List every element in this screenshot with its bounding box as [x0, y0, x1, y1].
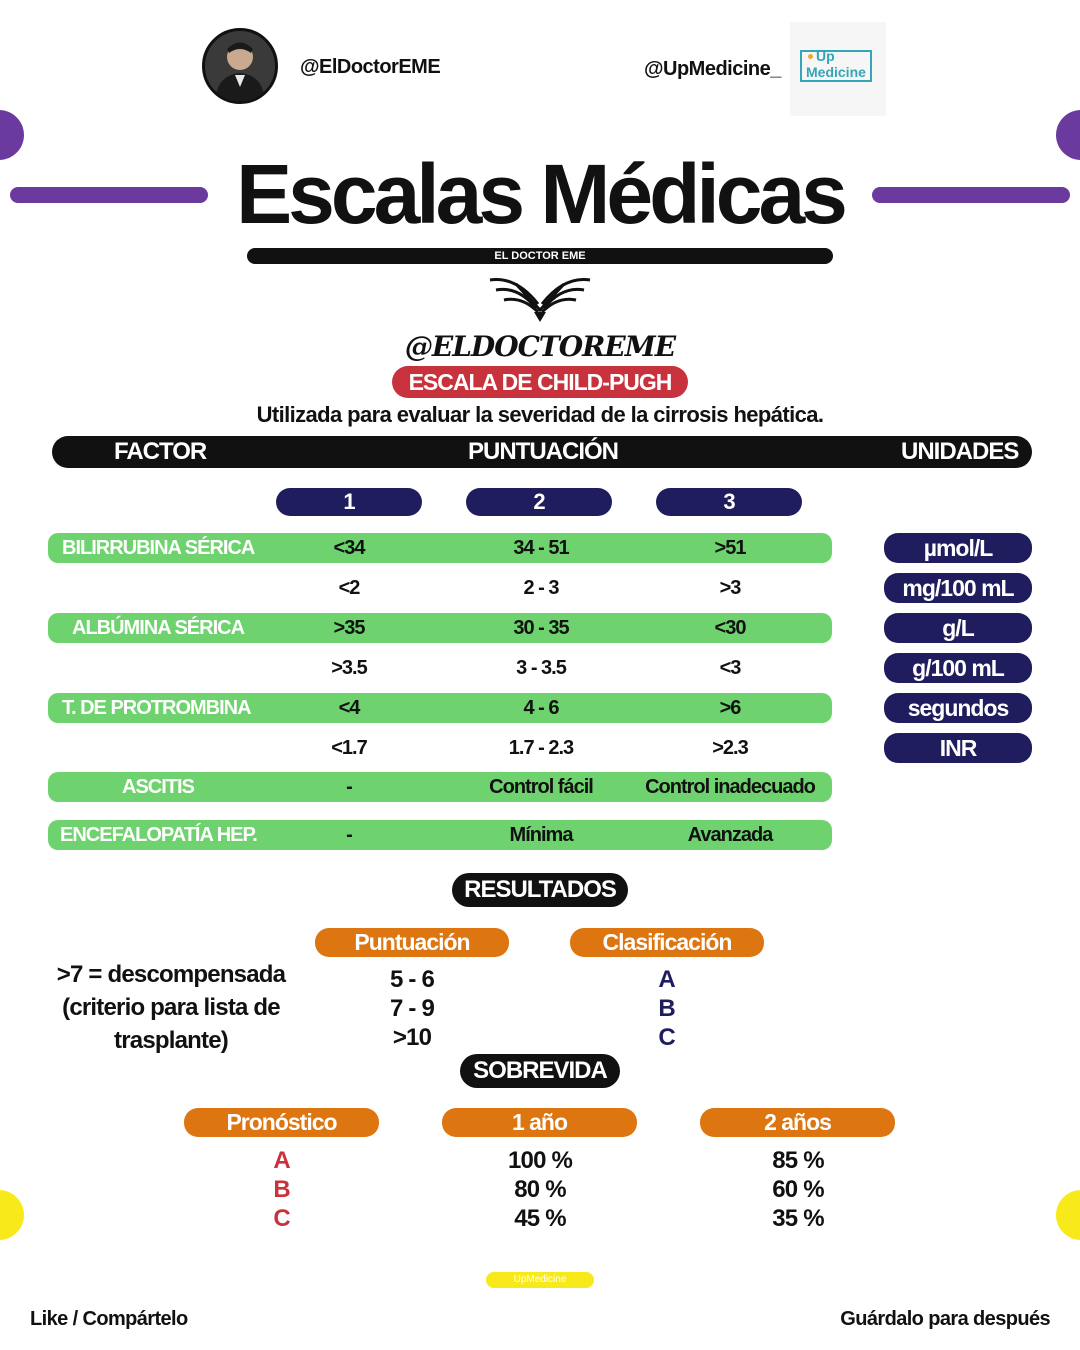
decompensated-note: >7 = descompensada	[56, 961, 286, 988]
table-cell: >2.3	[712, 737, 748, 759]
like-share-text: Like / Compártelo	[30, 1308, 188, 1330]
survival-2y-value: 60 %	[772, 1176, 824, 1203]
score-level-3: 3	[656, 488, 802, 516]
table-cell: 4 - 6	[523, 697, 559, 719]
watermark: UpMedicine	[486, 1272, 594, 1288]
result-score: 7 - 9	[389, 995, 435, 1022]
survival-2y-value: 35 %	[772, 1205, 824, 1232]
scale-description: Utilizada para evaluar la severidad de la cirrosis hepática.	[256, 402, 824, 427]
table-cell: Avanzada	[687, 824, 773, 846]
survival-1y-header: 1 año	[442, 1108, 637, 1137]
avatar	[202, 28, 278, 104]
logo-text-medicine: Medicine	[806, 64, 866, 80]
table-cell: 30 - 35	[513, 617, 569, 639]
yellow-circle-right	[1056, 1190, 1080, 1240]
factor-label: ASCITIS	[122, 776, 194, 798]
brand-handle: @ELDOCTOREME	[404, 330, 676, 363]
header-units: UNIDADES	[901, 438, 1019, 465]
factor-label: ALBÚMINA SÉRICA	[72, 617, 245, 639]
unit-badge: µmol/L	[884, 533, 1032, 563]
partner-handle[interactable]: @UpMedicine_	[644, 58, 781, 80]
unit-badge: g/L	[884, 613, 1032, 643]
factor-label: BILIRRUBINA SÉRICA	[62, 537, 255, 559]
unit-badge: mg/100 mL	[884, 573, 1032, 603]
table-cell: <4	[338, 697, 360, 719]
result-score: 5 - 6	[389, 966, 435, 993]
survival-label: SOBREVIDA	[460, 1054, 620, 1088]
author-handle[interactable]: @ElDoctorEME	[300, 56, 441, 78]
wings-emblem-icon	[486, 270, 594, 326]
table-cell: Mínima	[509, 824, 573, 846]
survival-prognosis-header: Pronóstico	[184, 1108, 379, 1137]
results-label: RESULTADOS	[452, 873, 628, 907]
logo-text-up: Up	[816, 48, 835, 64]
table-cell: 1.7 - 2.3	[508, 737, 574, 759]
table-cell: <1.7	[331, 737, 367, 759]
result-class: A	[658, 966, 676, 993]
survival-class: A	[273, 1147, 291, 1174]
survival-class: C	[273, 1205, 291, 1232]
table-cell: -	[346, 776, 352, 798]
survival-1y-value: 80 %	[514, 1176, 566, 1203]
table-header	[52, 436, 1032, 468]
header-score: PUNTUACIÓN	[468, 438, 618, 465]
table-cell: Control inadecuado	[645, 776, 815, 798]
brand-band: EL DOCTOR EME	[247, 248, 833, 264]
table-cell: 34 - 51	[513, 537, 569, 559]
table-cell: -	[346, 824, 352, 846]
person-photo-icon	[205, 31, 275, 101]
table-cell: >3	[719, 577, 741, 599]
result-class: B	[658, 995, 676, 1022]
survival-2y-value: 85 %	[772, 1147, 824, 1174]
result-score: >10	[392, 1024, 432, 1051]
unit-badge: g/100 mL	[884, 653, 1032, 683]
unit-badge: segundos	[884, 693, 1032, 723]
survival-1y-value: 100 %	[507, 1147, 573, 1174]
yellow-circle-left	[0, 1190, 24, 1240]
table-cell: <30	[714, 617, 746, 639]
table-cell: >3.5	[331, 657, 367, 679]
unit-badge: INR	[884, 733, 1032, 763]
upmedicine-logo	[790, 22, 886, 116]
decompensated-note: trasplante)	[114, 1027, 228, 1054]
scale-name-badge: ESCALA DE CHILD-PUGH	[392, 366, 688, 398]
score-level-2: 2	[466, 488, 612, 516]
survival-class: B	[273, 1176, 291, 1203]
table-cell: >6	[719, 697, 741, 719]
page-title: Escalas Médicas	[236, 147, 844, 241]
result-class: C	[658, 1024, 676, 1051]
score-level-1: 1	[276, 488, 422, 516]
table-cell: 3 - 3.5	[516, 657, 566, 679]
results-score-header: Puntuación	[315, 928, 509, 957]
table-cell: <3	[719, 657, 741, 679]
table-cell: <34	[333, 537, 365, 559]
table-cell: >35	[333, 617, 365, 639]
header-factor: FACTOR	[114, 438, 207, 465]
table-cell: 2 - 3	[523, 577, 559, 599]
table-cell: Control fácil	[489, 776, 593, 798]
survival-2y-header: 2 años	[700, 1108, 895, 1137]
decompensated-note: (criterio para lista de	[62, 994, 280, 1021]
survival-1y-value: 45 %	[514, 1205, 566, 1232]
logo-dot-icon	[808, 54, 813, 59]
factor-label: ENCEFALOPATÍA HEP.	[60, 824, 257, 846]
table-cell: <2	[338, 577, 360, 599]
table-cell: >51	[714, 537, 746, 559]
save-later-text: Guárdalo para después	[840, 1308, 1050, 1330]
factor-label: T. DE PROTROMBINA	[62, 697, 251, 719]
results-class-header: Clasificación	[570, 928, 764, 957]
